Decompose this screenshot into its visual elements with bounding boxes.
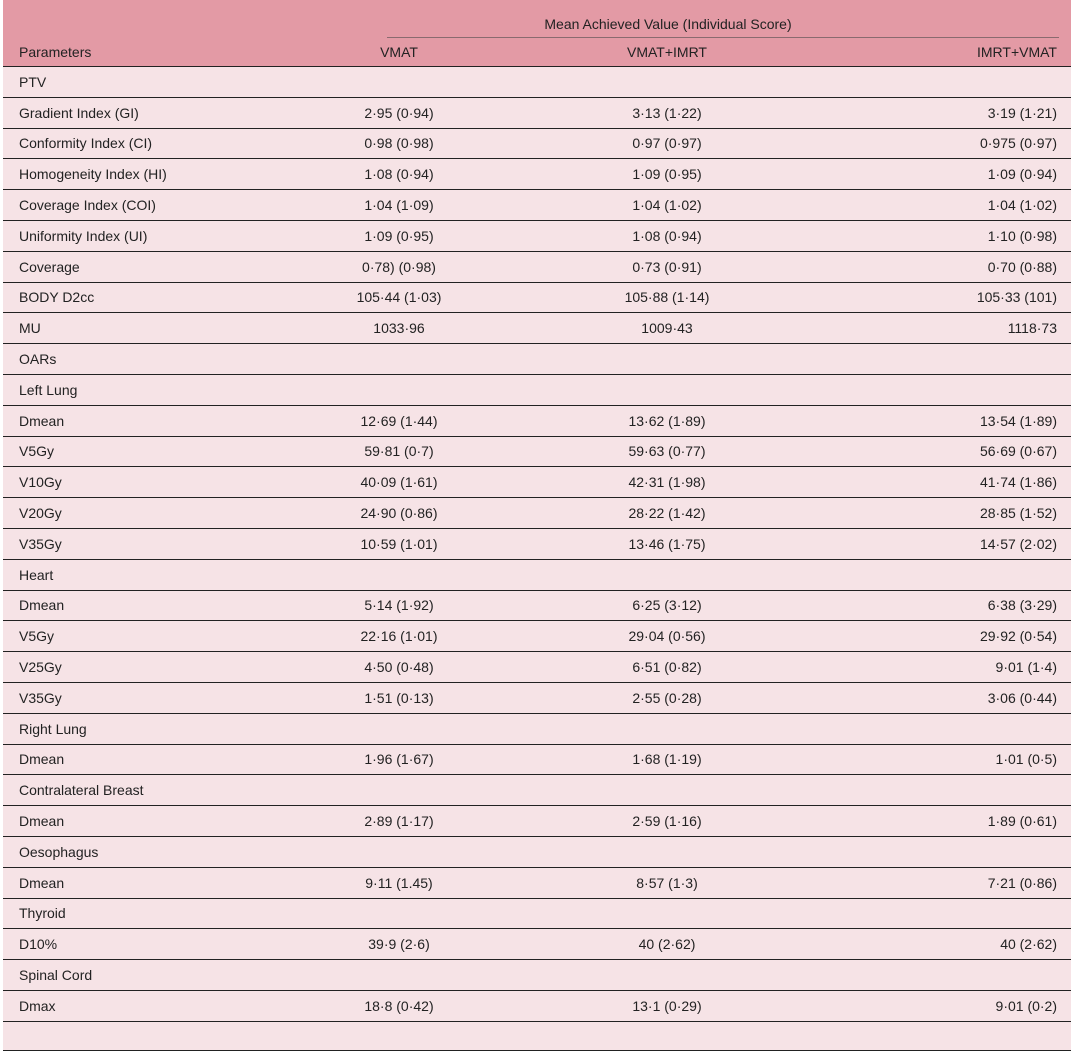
row-value-imrt-vmat: 1·09 (0·94) bbox=[801, 159, 1071, 190]
row-value-vmat: 105·44 (1·03) bbox=[265, 282, 533, 313]
row-value-vmat: 22·16 (1·01) bbox=[265, 621, 533, 652]
table-row bbox=[3, 467, 1071, 498]
row-value-vmat bbox=[265, 374, 533, 405]
table-row bbox=[3, 282, 1071, 313]
row-parameter: Spinal Cord bbox=[3, 960, 265, 991]
row-value-vmat-imrt: 1·04 (1·02) bbox=[533, 190, 801, 221]
row-value-imrt-vmat: 0·975 (0·97) bbox=[801, 128, 1071, 159]
column-header-vmat-imrt: VMAT+IMRT bbox=[533, 38, 801, 67]
table-row bbox=[3, 159, 1071, 190]
row-value-vmat-imrt: 0·97 (0·97) bbox=[533, 128, 801, 159]
row-parameter: Contralateral Breast bbox=[3, 775, 265, 806]
table-row bbox=[3, 806, 1071, 837]
table-row bbox=[3, 867, 1071, 898]
row-value-imrt-vmat: 29·92 (0·54) bbox=[801, 621, 1071, 652]
table-row bbox=[3, 929, 1071, 960]
row-value-imrt-vmat: 1118·73 bbox=[801, 313, 1071, 344]
row-value-imrt-vmat bbox=[801, 898, 1071, 929]
row-value-vmat: 59·81 (0·7) bbox=[265, 436, 533, 467]
column-header-imrt-vmat: IMRT+VMAT bbox=[801, 38, 1071, 67]
group-header-cell bbox=[265, 0, 1071, 38]
row-value-vmat: 5·14 (1·92) bbox=[265, 590, 533, 621]
row-parameter: V35Gy bbox=[3, 528, 265, 559]
row-value-vmat: 0·78) (0·98) bbox=[265, 251, 533, 282]
row-value-vmat-imrt: 29·04 (0·56) bbox=[533, 621, 801, 652]
row-value-vmat-imrt: 6·25 (3·12) bbox=[533, 590, 801, 621]
row-value-vmat-imrt: 0·73 (0·91) bbox=[533, 251, 801, 282]
row-value-imrt-vmat: 1·10 (0·98) bbox=[801, 220, 1071, 251]
row-value-vmat-imrt: 8·57 (1·3) bbox=[533, 867, 801, 898]
row-value-imrt-vmat bbox=[801, 374, 1071, 405]
table-row bbox=[3, 374, 1071, 405]
row-parameter: D10% bbox=[3, 929, 265, 960]
table-row bbox=[3, 836, 1071, 867]
row-value-vmat: 39·9 (2·6) bbox=[265, 929, 533, 960]
header-group-row bbox=[3, 0, 1071, 38]
row-value-imrt-vmat bbox=[801, 960, 1071, 991]
column-header-vmat: VMAT bbox=[265, 38, 533, 67]
row-value-vmat: 1033·96 bbox=[265, 313, 533, 344]
row-value-imrt-vmat: 56·69 (0·67) bbox=[801, 436, 1071, 467]
row-value-vmat-imrt: 1009·43 bbox=[533, 313, 801, 344]
row-parameter: OARs bbox=[3, 344, 265, 375]
row-value-imrt-vmat bbox=[801, 559, 1071, 590]
row-value-vmat-imrt bbox=[533, 374, 801, 405]
row-value-imrt-vmat bbox=[801, 713, 1071, 744]
table-row bbox=[3, 990, 1071, 1021]
row-value-vmat-imrt: 13·62 (1·89) bbox=[533, 405, 801, 436]
row-value-imrt-vmat: 0·70 (0·88) bbox=[801, 251, 1071, 282]
row-parameter: Thyroid bbox=[3, 898, 265, 929]
row-value-vmat-imrt: 1·68 (1·19) bbox=[533, 744, 801, 775]
row-parameter: V35Gy bbox=[3, 682, 265, 713]
row-parameter: BODY D2cc bbox=[3, 282, 265, 313]
row-value-vmat-imrt bbox=[533, 67, 801, 98]
row-value-imrt-vmat: 13·54 (1·89) bbox=[801, 405, 1071, 436]
row-value-vmat bbox=[265, 67, 533, 98]
row-value-imrt-vmat: 41·74 (1·86) bbox=[801, 467, 1071, 498]
row-value-vmat-imrt bbox=[533, 713, 801, 744]
row-value-vmat: 40·09 (1·61) bbox=[265, 467, 533, 498]
row-parameter: Homogeneity Index (HI) bbox=[3, 159, 265, 190]
row-parameter: Heart bbox=[3, 559, 265, 590]
table-row bbox=[3, 775, 1071, 806]
row-value-imrt-vmat: 1·01 (0·5) bbox=[801, 744, 1071, 775]
table-row bbox=[3, 960, 1071, 991]
row-value-imrt-vmat: 6·38 (3·29) bbox=[801, 590, 1071, 621]
row-value-imrt-vmat bbox=[801, 67, 1071, 98]
row-value-imrt-vmat: 28·85 (1·52) bbox=[801, 498, 1071, 529]
row-value-imrt-vmat: 14·57 (2·02) bbox=[801, 528, 1071, 559]
row-value-vmat bbox=[265, 898, 533, 929]
table-row bbox=[3, 744, 1071, 775]
row-value-imrt-vmat: 1·04 (1·02) bbox=[801, 190, 1071, 221]
table-row bbox=[3, 528, 1071, 559]
row-parameter: Gradient Index (GI) bbox=[3, 97, 265, 128]
row-value-vmat: 9·11 (1.45) bbox=[265, 867, 533, 898]
table-row bbox=[3, 344, 1071, 375]
row-value-vmat: 0·98 (0·98) bbox=[265, 128, 533, 159]
row-value-imrt-vmat: 9·01 (1·4) bbox=[801, 652, 1071, 683]
row-parameter: V20Gy bbox=[3, 498, 265, 529]
row-parameter: PTV bbox=[3, 67, 265, 98]
table-row bbox=[3, 97, 1071, 128]
table-row bbox=[3, 682, 1071, 713]
row-value-vmat: 1·04 (1·09) bbox=[265, 190, 533, 221]
row-value-vmat: 10·59 (1·01) bbox=[265, 528, 533, 559]
row-value-vmat-imrt bbox=[533, 559, 801, 590]
table-row bbox=[3, 898, 1071, 929]
row-parameter: Oesophagus bbox=[3, 836, 265, 867]
table-row bbox=[3, 590, 1071, 621]
row-parameter: V25Gy bbox=[3, 652, 265, 683]
table-row bbox=[3, 220, 1071, 251]
row-value-imrt-vmat bbox=[801, 344, 1071, 375]
row-value-vmat-imrt: 1·08 (0·94) bbox=[533, 220, 801, 251]
row-parameter: Coverage Index (COI) bbox=[3, 190, 265, 221]
row-value-imrt-vmat bbox=[801, 836, 1071, 867]
table-row bbox=[3, 313, 1071, 344]
table-row bbox=[3, 405, 1071, 436]
row-value-imrt-vmat: 7·21 (0·86) bbox=[801, 867, 1071, 898]
results-table bbox=[3, 0, 1071, 1051]
row-parameter: V10Gy bbox=[3, 467, 265, 498]
row-value-vmat bbox=[265, 836, 533, 867]
row-parameter: Conformity Index (CI) bbox=[3, 128, 265, 159]
row-value-vmat-imrt: 105·88 (1·14) bbox=[533, 282, 801, 313]
row-parameter: Dmean bbox=[3, 405, 265, 436]
row-value-vmat-imrt: 13·46 (1·75) bbox=[533, 528, 801, 559]
row-parameter: Uniformity Index (UI) bbox=[3, 220, 265, 251]
row-value-vmat bbox=[265, 559, 533, 590]
row-value-vmat-imrt bbox=[533, 960, 801, 991]
row-parameter: Dmean bbox=[3, 590, 265, 621]
row-value-vmat-imrt: 40 (2·62) bbox=[533, 929, 801, 960]
table-row bbox=[3, 652, 1071, 683]
row-parameter: V5Gy bbox=[3, 436, 265, 467]
row-value-vmat-imrt: 6·51 (0·82) bbox=[533, 652, 801, 683]
row-value-vmat bbox=[265, 344, 533, 375]
row-value-vmat-imrt bbox=[533, 898, 801, 929]
table-row bbox=[3, 713, 1071, 744]
row-value-vmat-imrt: 42·31 (1·98) bbox=[533, 467, 801, 498]
row-value-vmat-imrt bbox=[533, 836, 801, 867]
row-value-vmat-imrt: 3·13 (1·22) bbox=[533, 97, 801, 128]
row-value-imrt-vmat: 9·01 (0·2) bbox=[801, 990, 1071, 1021]
row-value-vmat-imrt: 28·22 (1·42) bbox=[533, 498, 801, 529]
group-header-title: Mean Achieved Value (Individual Score) bbox=[544, 16, 792, 32]
column-header-parameters: Parameters bbox=[3, 38, 265, 67]
row-value-vmat: 1·09 (0·95) bbox=[265, 220, 533, 251]
row-value-vmat-imrt: 59·63 (0·77) bbox=[533, 436, 801, 467]
row-value-vmat-imrt bbox=[533, 775, 801, 806]
row-parameter: Dmean bbox=[3, 806, 265, 837]
row-parameter: Dmean bbox=[3, 867, 265, 898]
row-value-vmat: 2·89 (1·17) bbox=[265, 806, 533, 837]
row-parameter: Right Lung bbox=[3, 713, 265, 744]
row-parameter: Dmean bbox=[3, 744, 265, 775]
row-value-vmat: 12·69 (1·44) bbox=[265, 405, 533, 436]
row-value-vmat bbox=[265, 713, 533, 744]
row-value-imrt-vmat: 3·19 (1·21) bbox=[801, 97, 1071, 128]
table-row bbox=[3, 251, 1071, 282]
row-value-imrt-vmat: 40 (2·62) bbox=[801, 929, 1071, 960]
row-parameter: Left Lung bbox=[3, 374, 265, 405]
row-value-vmat-imrt: 2·55 (0·28) bbox=[533, 682, 801, 713]
table-row bbox=[3, 498, 1071, 529]
row-value-vmat: 2·95 (0·94) bbox=[265, 97, 533, 128]
row-value-imrt-vmat: 105·33 (101) bbox=[801, 282, 1071, 313]
row-value-vmat-imrt bbox=[533, 344, 801, 375]
row-parameter: Coverage bbox=[3, 251, 265, 282]
table-row bbox=[3, 559, 1071, 590]
table-row bbox=[3, 190, 1071, 221]
row-value-vmat bbox=[265, 960, 533, 991]
row-value-vmat-imrt: 2·59 (1·16) bbox=[533, 806, 801, 837]
table-row bbox=[3, 67, 1071, 98]
row-value-imrt-vmat: 1·89 (0·61) bbox=[801, 806, 1071, 837]
table-header bbox=[3, 0, 1071, 67]
row-value-vmat bbox=[265, 775, 533, 806]
row-value-vmat: 18·8 (0·42) bbox=[265, 990, 533, 1021]
group-header-rule bbox=[387, 37, 1059, 38]
row-parameter: MU bbox=[3, 313, 265, 344]
row-value-vmat: 1·51 (0·13) bbox=[265, 682, 533, 713]
row-value-imrt-vmat: 3·06 (0·44) bbox=[801, 682, 1071, 713]
row-value-imrt-vmat bbox=[801, 775, 1071, 806]
row-value-vmat: 4·50 (0·48) bbox=[265, 652, 533, 683]
row-value-vmat-imrt: 13·1 (0·29) bbox=[533, 990, 801, 1021]
results-table-container bbox=[3, 0, 1071, 1051]
row-value-vmat-imrt: 1·09 (0·95) bbox=[533, 159, 801, 190]
row-parameter: V5Gy bbox=[3, 621, 265, 652]
table-row bbox=[3, 436, 1071, 467]
header-spacer bbox=[3, 0, 265, 38]
table-row bbox=[3, 621, 1071, 652]
row-value-vmat: 24·90 (0·86) bbox=[265, 498, 533, 529]
row-value-vmat: 1·08 (0·94) bbox=[265, 159, 533, 190]
table-row bbox=[3, 128, 1071, 159]
row-value-vmat: 1·96 (1·67) bbox=[265, 744, 533, 775]
header-columns-row bbox=[3, 38, 1071, 67]
row-parameter: Dmax bbox=[3, 990, 265, 1021]
table-body bbox=[3, 67, 1071, 1051]
